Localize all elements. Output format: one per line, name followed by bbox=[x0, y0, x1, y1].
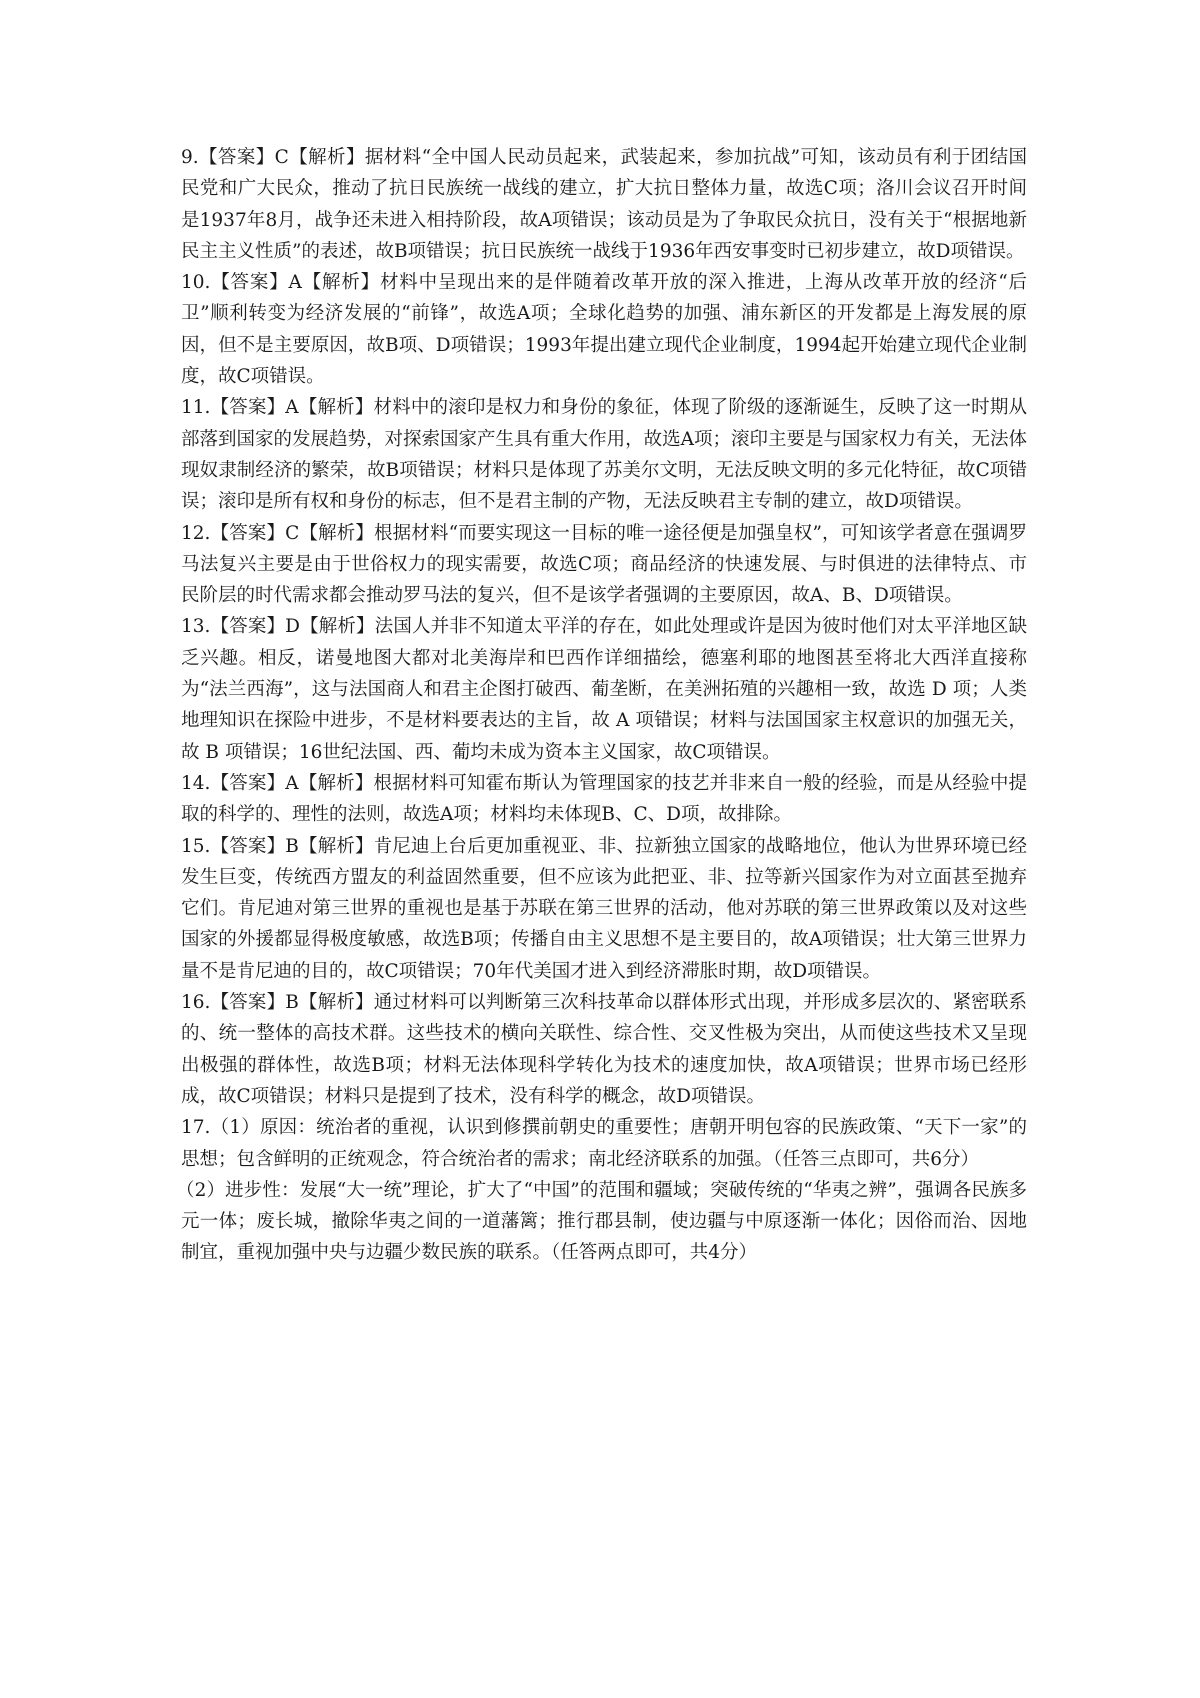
answer-q14: 14.【答案】A【解析】根据材料可知霍布斯认为管理国家的技艺并非来自一般的经验，而是从经验中提取的科学的、理性的法则，故选A项；材料均未体现B、C、D项，故排除。 bbox=[181, 772, 1027, 826]
answer-q15: 15.【答案】B【解析】肯尼迪上台后更加重视亚、非、拉新独立国家的战略地位，他认为世界环境已经发生巨变，传统西方盟友的利益固然重要，但不应该为此把亚、非、拉等新兴国家作为对立面甚至抛弃它们。肯尼迪对第三世界的重视也是基于苏联在第三世界的活动，他对苏联的第三世界政策以及对这些国家的外援都显得极度敏感，故选B项；传播自由主义思想不是主要目的，故A项错误；壮大第三世界力量不是肯尼迪的目的，故C项错误；70年代美国才进入到经济滞胀时期，故D项错误。 bbox=[181, 835, 1027, 982]
answer-q17-part1: 17.（1）原因：统治者的重视，认识到修撰前朝史的重要性；唐朝开明包容的民族政策、“天下一家”的思想；包含鲜明的正统观念，符合统治者的需求；南北经济联系的加强。（任答三点即可，共6分） bbox=[181, 1117, 1027, 1170]
answer-q16: 16.【答案】B【解析】通过材料可以判断第三次科技革命以群体形式出现，并形成多层次的、紧密联系的、统一整体的高技术群。这些技术的横向关联性、综合性、交叉性极为突出，从而使这些技术又呈现出极强的群体性，故选B项；材料无法体现科学转化为技术的速度加快，故A项错误；世界市场已经形成，故C项错误；材料只是提到了技术，没有科学的概念，故D项错误。 bbox=[181, 992, 1027, 1107]
answer-q12: 12.【答案】C【解析】根据材料“而要实现这一目标的唯一途径便是加强皇权”，可知该学者意在强调罗马法复兴主要是由于世俗权力的现实需要，故选C项；商品经济的快速发展、与时俱进的法律特点、市民阶层的时代需求都会推动罗马法的复兴，但不是该学者强调的主要原因，故A、B、D项错误。 bbox=[181, 522, 1027, 607]
answer-q17-part2: （2）进步性：发展“大一统”理论，扩大了“中国”的范围和疆域；突破传统的“华夷之辨”，强调各民族多元一体；废长城，撤除华夷之间的一道藩篱；推行郡县制，使边疆与中原逐渐一体化；因俗而治、因地制宜，重视加强中央与边疆少数民族的联系。（任答两点即可，共4分） bbox=[176, 1179, 1027, 1264]
answer-document bbox=[176, 142, 1027, 1269]
answer-q11: 11.【答案】A【解析】材料中的滚印是权力和身份的象征，体现了阶级的逐渐诞生，反映了这一时期从部落到国家的发展趋势，对探索国家产生具有重大作用，故选A项；滚印主要是与国家权力有关，无法体现奴隶制经济的繁荣，故B项错误；材料只是体现了苏美尔文明，无法反映文明的多元化特征，故C项错误；滚印是所有权和身份的标志，但不是君主制的产物，无法反映君主专制的建立，故D项错误。 bbox=[181, 397, 1027, 513]
answer-q9: 9.【答案】C【解析】据材料“全中国人民动员起来，武装起来，参加抗战”可知，该动员有利于团结国民党和广大民众，推动了抗日民族统一战线的建立，扩大抗日整体力量，故选C项；洛川会议召开时间是1937年8月，战争还未进入相持阶段，故A项错误；该动员是为了争取民众抗日，没有关于“根据地新民主主义性质”的表述，故B项错误；抗日民族统一战线于1936年西安事变时已初步建立，故D项错误。 bbox=[181, 147, 1027, 262]
answer-q10: 10.【答案】A【解析】材料中呈现出来的是伴随着改革开放的深入推进，上海从改革开放的经济“后卫”顺利转变为经济发展的“前锋”，故选A项；全球化趋势的加强、浦东新区的开发都是上海发展的原因，但不是主要原因，故B项、D项错误；1993年提出建立现代企业制度，1994起开始建立现代企业制度，故C项错误。 bbox=[181, 272, 1027, 388]
answer-q13: 13.【答案】D【解析】法国人并非不知道太平洋的存在，如此处理或许是因为彼时他们对太平洋地区缺乏兴趣。相反，诺曼地图大都对北美海岸和巴西作详细描绘，德塞利耶的地图甚至将北大西洋直接称为“法兰西海”，这与法国商人和君主企图打破西、葡垄断，在美洲拓殖的兴趣相一致，故选 D 项；人类地理知识在探险中进步，不是材料要表达的主旨，故 A 项错误；材料与法国国家主权意识的加强无关，故 B 项错误；16世纪法国、西、葡均未成为资本主义国家，故C项错误。 bbox=[181, 616, 1027, 763]
